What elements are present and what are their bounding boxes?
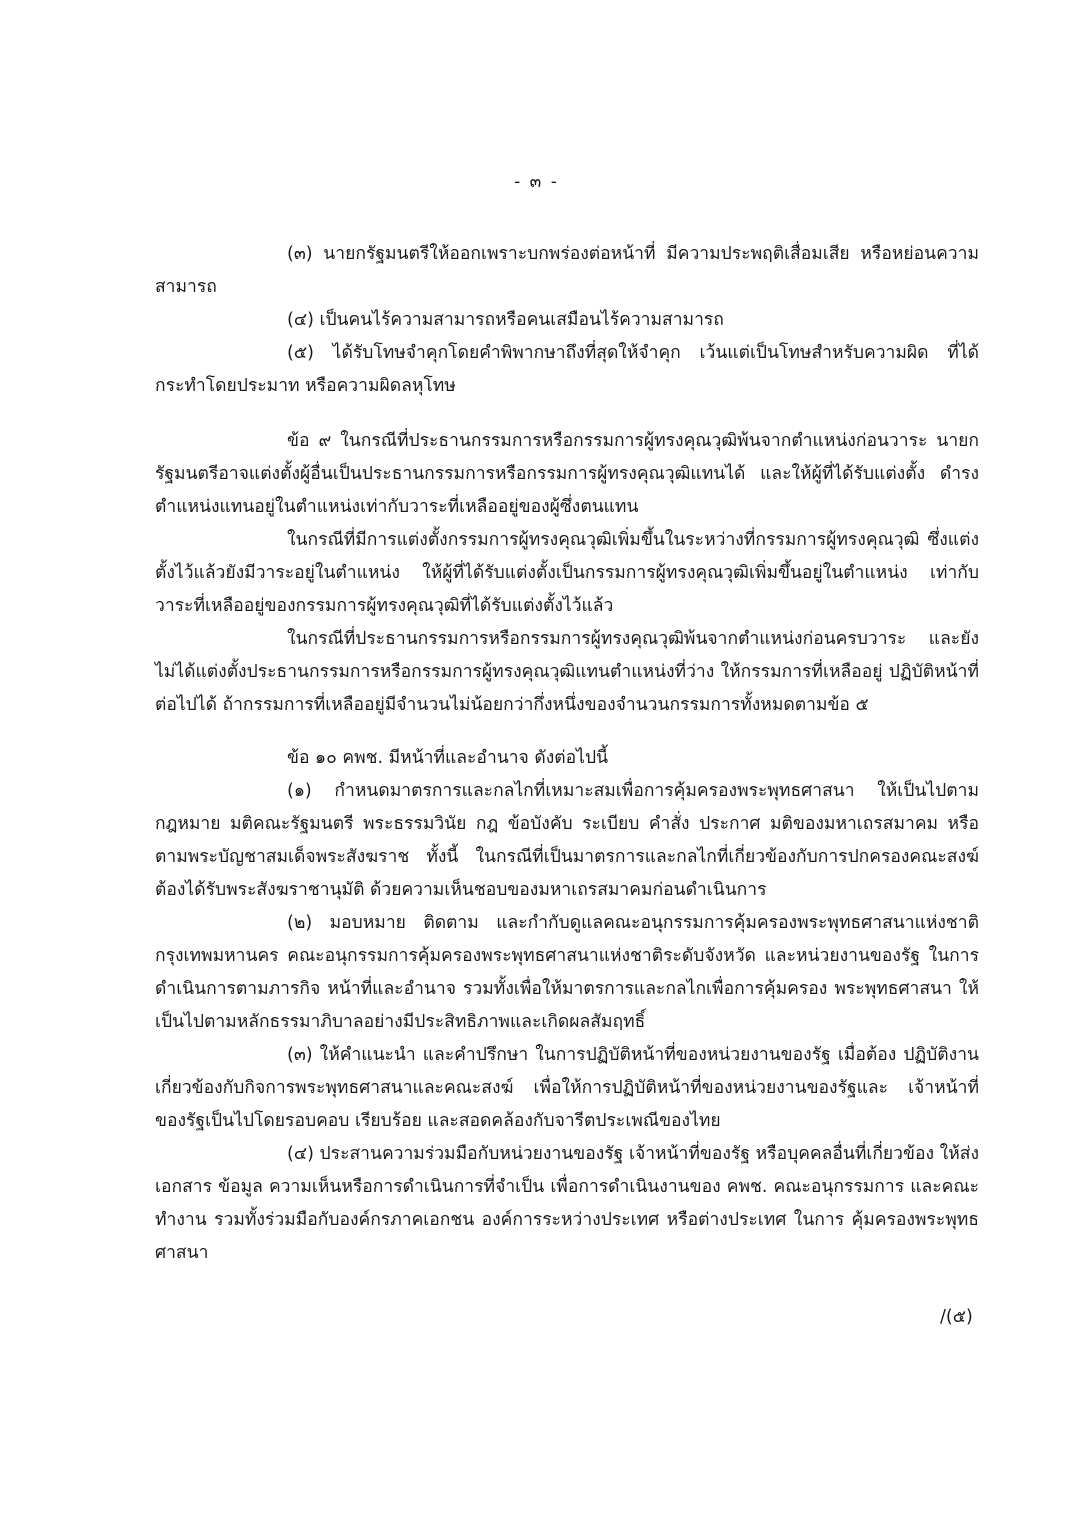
article-9-para-1: ข้อ ๙ ในกรณีที่ประธานกรรมการหรือกรรมการผู้ทรงคุณวุฒิพ้นจากตำแหน่งก่อนวาระ นายกรัฐมนตรีอาจแต่งตั้งผู้อื่นเป็นประธานกรรมการหรือกรรมการผู้ทรงคุณวุฒิแทนได้ และให้ผู้ที่ได้รับแต่งตั้ง ดำรงตำแหน่งแทนอยู่ในตำแหน่งเท่ากับวาระที่เหลืออยู่ของผู้ซึ่งตนแทน [155, 431, 979, 517]
article-10-item-4: (๔) ประสานความร่วมมือกับหน่วยงานของรัฐ เจ้าหน้าที่ของรัฐ หรือบุคคลอื่นที่เกี่ยวข้อง ให้ส่งเอกสาร ข้อมูล ความเห็นหรือการดำเนินการที่จำเป็น เพื่อการดำเนินงานของ คพช. คณะอนุกรรมการ และคณะทำงาน รวมทั้งร่วมมือกับองค์กรภาคเอกชน องค์การระหว่างประเทศ หรือต่างประเทศ ในการ คุ้มครองพระพุทธศาสนา [155, 1144, 979, 1263]
article-10-heading: ข้อ ๑๐ คพช. มีหน้าที่และอำนาจ ดังต่อไปนี้ [287, 748, 609, 768]
article-9-para-3: ในกรณีที่ประธานกรรมการหรือกรรมการผู้ทรงคุณวุฒิพ้นจากตำแหน่งก่อนครบวาระ และยังไม่ได้แต่งตั้งประธานกรรมการหรือกรรมการผู้ทรงคุณวุฒิแทนตำแหน่งที่ว่าง ให้กรรมการที่เหลืออยู่ ปฏิบัติหน้าที่ต่อไปได้ ถ้ากรรมการที่เหลืออยู่มีจำนวนไม่น้อยกว่ากึ่งหนึ่งของจำนวนกรรมการทั้งหมดตามข้อ ๕ [155, 629, 979, 715]
article-9-para-2: ในกรณีที่มีการแต่งตั้งกรรมการผู้ทรงคุณวุฒิเพิ่มขึ้นในระหว่างที่กรรมการผู้ทรงคุณวุฒิ ซึ่งแต่งตั้งไว้แล้วยังมีวาระอยู่ในตำแหน่ง ให้ผู้ที่ได้รับแต่งตั้งเป็นกรรมการผู้ทรงคุณวุฒิเพิ่มขึ้นอยู่ในตำแหน่ง เท่ากับวาระที่เหลืออยู่ของกรรมการผู้ทรงคุณวุฒิที่ได้รับแต่งตั้งไว้แล้ว [155, 530, 979, 616]
section-article-10 [155, 742, 979, 1270]
continuation-marker: /(๕) [940, 1307, 973, 1327]
section-article-9 [155, 425, 979, 722]
article-10-item-3: (๓) ให้คำแนะนำ และคำปรึกษา ในการปฏิบัติหน้าที่ของหน่วยงานของรัฐ เมื่อต้อง ปฏิบัติงานเกี่ยวข้องกับกิจการพระพุทธศาสนาและคณะสงฆ์ เพื่อให้การปฏิบัติหน้าที่ของหน่วยงานของรัฐและ เจ้าหน้าที่ของรัฐเป็นไปโดยรอบคอบ เรียบร้อย และสอดคล้องกับจารีตประเพณีของไทย [155, 1045, 979, 1131]
section-disqualifications [155, 238, 979, 403]
article-10-item-1: (๑) กำหนดมาตรการและกลไกที่เหมาะสมเพื่อการคุ้มครองพระพุทธศาสนา ให้เป็นไปตาม กฎหมาย มติคณะรัฐมนตรี พระธรรมวินัย กฎ ข้อบังคับ ระเบียบ คำสั่ง ประกาศ มติของมหาเถรสมาคม หรือตามพระบัญชาสมเด็จพระสังฆราช ทั้งนี้ ในกรณีที่เป็นมาตรการและกลไกที่เกี่ยวข้องกับการปกครองคณะสงฆ์ ต้องได้รับพระสังฆราชานุมัติ ด้วยความเห็นชอบของมหาเถรสมาคมก่อนดำเนินการ [155, 781, 979, 900]
clause-5-imprisonment: (๕) ได้รับโทษจำคุกโดยคำพิพากษาถึงที่สุดให้จำคุก เว้นแต่เป็นโทษสำหรับความผิด ที่ได้กระทำโดยประมาท หรือความผิดลหุโทษ [155, 343, 979, 396]
clause-3-removal: (๓) นายกรัฐมนตรีให้ออกเพราะบกพร่องต่อหน้าที่ มีความประพฤติเสื่อมเสีย หรือหย่อนความสามารถ [155, 244, 979, 297]
clause-4-incompetent: (๔) เป็นคนไร้ความสามารถหรือคนเสมือนไร้ความสามารถ [287, 310, 724, 330]
page-number: - ๓ - [514, 172, 559, 192]
article-10-item-2: (๒) มอบหมาย ติดตาม และกำกับดูแลคณะอนุกรรมการคุ้มครองพระพุทธศาสนาแห่งชาติ กรุงเทพมหานคร คณะอนุกรรมการคุ้มครองพระพุทธศาสนาแห่งชาติระดับจังหวัด และหน่วยงานของรัฐ ในการดำเนินการตามภารกิจ หน้าที่และอำนาจ รวมทั้งเพื่อให้มาตรการและกลไกเพื่อการคุ้มครอง พระพุทธศาสนา ให้เป็นไปตามหลักธรรมาภิบาลอย่างมีประสิทธิภาพและเกิดผลสัมฤทธิ์ [155, 913, 979, 1032]
